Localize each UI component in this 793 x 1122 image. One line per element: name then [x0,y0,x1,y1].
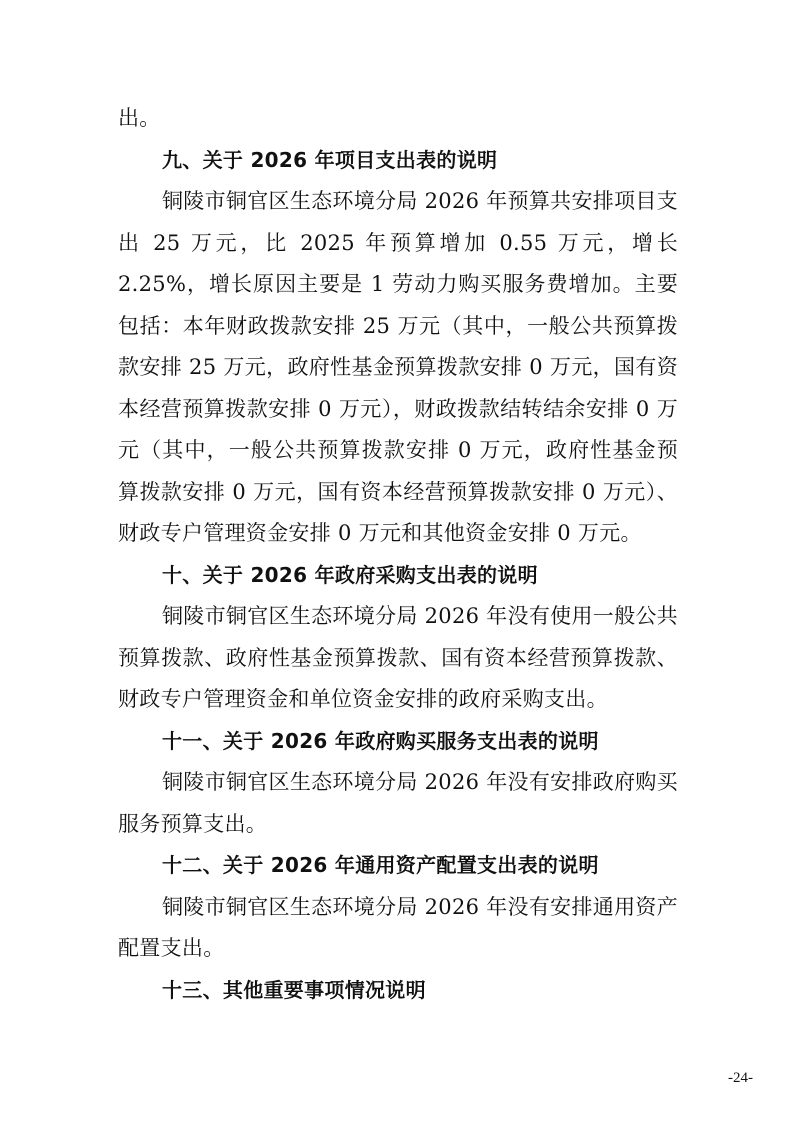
section-heading-9: 九、关于 2026 年项目支出表的说明 [162,147,498,172]
section-heading-12: 十二、关于 2026 年通用资产配置支出表的说明 [162,853,599,877]
section-heading-11: 十一、关于 2026 年政府购买服务支出表的说明 [162,728,599,753]
paragraph-project-expenditure: 铜陵市铜官区生态环境分局 2026 年预算共安排项目支出 25 万元，比 2025 年预算增加 0.55 万元，增长 2.25%，增长原因主要是 1 劳动力购买服务费增加。主要包括：本年财政拨款安排 25 万元（其中，一般公共预算拨款安排 25 万元，政府性基金预算拨款安排 0 万元，国有资本经营预算拨款安排 0 万元），财政拨款结转结余安排 0 万元（其中，一般公共预算拨款安排 0 万元，政府性基金预算拨款安排 0 万元，国有资本经营预算拨款安排 0 万元）、财政专户管理资金安排 0 万元和其他资金安排 0 万元。 [118,189,678,545]
paragraph-asset-allocation: 铜陵市铜官区生态环境分局 2026 年没有安排通用资产配置支出。 [118,894,678,960]
paragraph-purchase-services: 铜陵市铜官区生态环境分局 2026 年没有安排政府购买服务预算支出。 [118,770,678,836]
section-heading-10: 十、关于 2026 年政府采购支出表的说明 [162,562,538,587]
section-heading-13: 十三、其他重要事项情况说明 [162,977,426,1002]
paragraph-procurement: 铜陵市铜官区生态环境分局 2026 年没有使用一般公共预算拨款、政府性基金预算拨款、国有资本经营预算拨款、财政专户管理资金和单位资金安排的政府采购支出。 [118,604,678,711]
paragraph-continuation: 出。 [118,106,161,130]
document-body [118,98,678,1011]
page-number: -24- [728,1070,753,1086]
